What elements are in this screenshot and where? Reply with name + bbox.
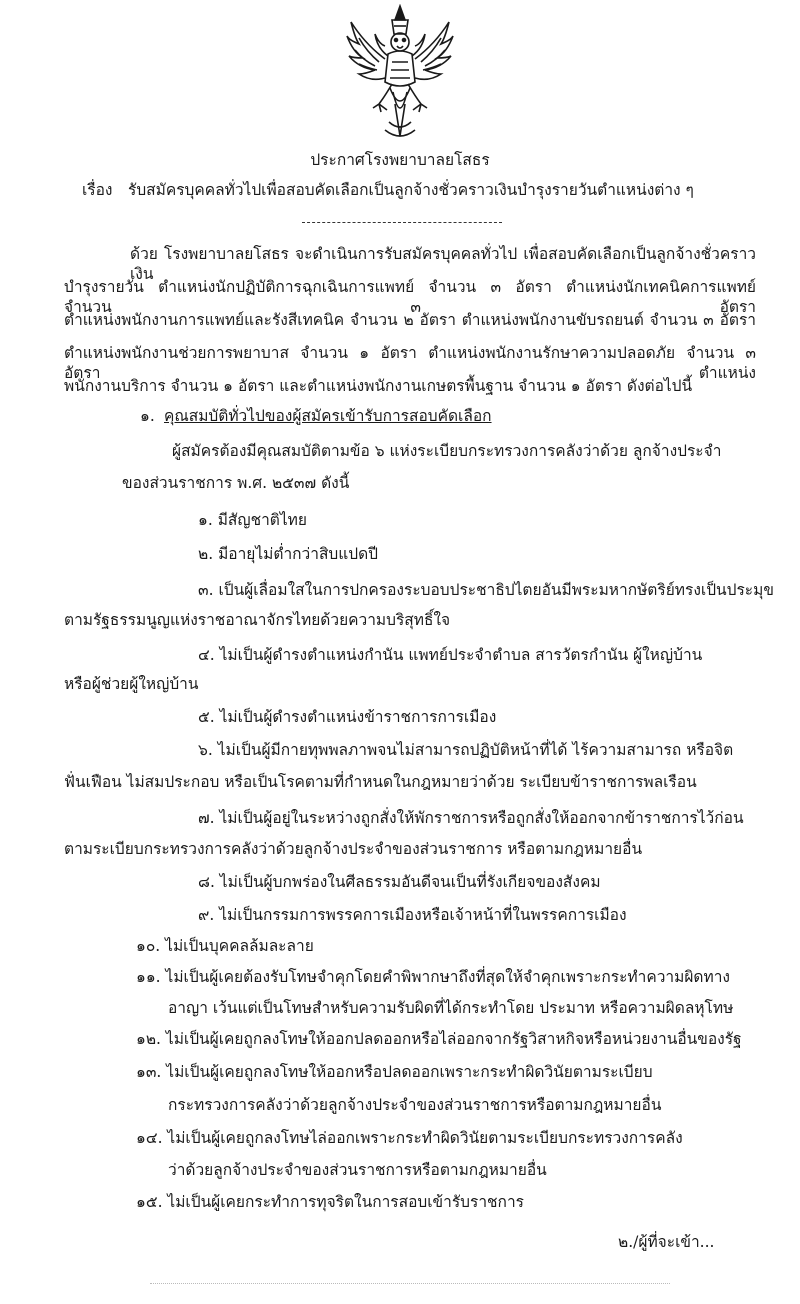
qualification-item-cont: อาญา เว้นแต่เป็นโทษสำหรับความรับผิดที่ได้กระทำโดย ประมาท หรือความผิดลหุโทษ bbox=[168, 999, 734, 1017]
section-lead: ผู้สมัครต้องมีคุณสมบัติตามข้อ ๖ แห่งระเบียบกระทรวงการคลังว่าด้วย ลูกจ้างประจำ bbox=[172, 442, 722, 460]
qualification-item-cont: ตามรัฐธรรมนูญแห่งราชอาณาจักรไทยด้วยความบริสุทธิ์ใจ bbox=[64, 611, 451, 629]
intro-line: พนักงานบริการ จำนวน ๑ อัตรา และตำแหน่งพนักงานเกษตรพื้นฐาน จำนวน ๑ อัตรา ดังต่อไปนี้ bbox=[64, 377, 693, 395]
subject-label: เรื่อง bbox=[82, 181, 113, 199]
qualification-item: ๑๕. ไม่เป็นผู้เคยกระทำการทุจริตในการสอบเข้ารับราชการ bbox=[136, 1193, 524, 1211]
qualification-item: ๔. ไม่เป็นผู้ดำรงตำแหน่งกำนัน แพทย์ประจำตำบล สารวัตรกำนัน ผู้ใหญ่บ้าน bbox=[198, 646, 703, 664]
garuda-emblem-icon bbox=[345, 4, 455, 144]
qualification-item-cont: หรือผู้ช่วยผู้ใหญ่บ้าน bbox=[64, 675, 199, 693]
qualification-item: ๓. เป็นผู้เลื่อมใสในการปกครองระบอบประชาธิปไตยอันมีพระมหากษัตริย์ทรงเป็นประมุข bbox=[198, 581, 774, 599]
qualification-item: ๖. ไม่เป็นผู้มีกายทุพพลภาพจนไม่สามารถปฏิบัติหน้าที่ได้ ไร้ความสามารถ หรือจิต bbox=[198, 741, 734, 759]
section-lead: ของส่วนราชการ พ.ศ. ๒๕๓๗ ดังนี้ bbox=[122, 474, 350, 492]
qualification-item: ๒. มีอายุไม่ต่ำกว่าสิบแปดปี bbox=[198, 545, 378, 563]
separator-line bbox=[302, 222, 502, 223]
intro-line: บำรุงรายวัน ตำแหน่งนักปฏิบัติการฉุกเฉินการแพทย์ จำนวน ๓ อัตรา ตำแหน่งนักเทคนิคการแพทย์ จำนวน ๓ อัตรา bbox=[64, 278, 756, 316]
qualification-item-cont: กระทรวงการคลังว่าด้วยลูกจ้างประจำของส่วนราชการหรือตามกฎหมายอื่น bbox=[168, 1096, 662, 1114]
announcement-title: ประกาศโรงพยาบาลยโสธร bbox=[310, 151, 490, 169]
qualification-item: ๘. ไม่เป็นผู้บกพร่องในศีลธรรมอันดีจนเป็นที่รังเกียจของสังคม bbox=[198, 873, 601, 891]
qualification-item: ๑๐. ไม่เป็นบุคคลล้มละลาย bbox=[136, 937, 314, 955]
section-number: ๑. bbox=[140, 407, 155, 425]
section-heading: คุณสมบัติทั่วไปของผู้สมัครเข้ารับการสอบคัดเลือก bbox=[164, 407, 492, 425]
qualification-item: ๙. ไม่เป็นกรรมการพรรคการเมืองหรือเจ้าหน้าที่ในพรรคการเมือง bbox=[198, 906, 627, 924]
qualification-item: ๑๔. ไม่เป็นผู้เคยถูกลงโทษไล่ออกเพราะกระทำผิดวินัยตามระเบียบกระทรวงการคลัง bbox=[136, 1129, 683, 1147]
scan-artifact bbox=[150, 1283, 670, 1285]
qualification-item: ๑๑. ไม่เป็นผู้เคยต้องรับโทษจำคุกโดยคำพิพากษาถึงที่สุดให้จำคุกเพราะกระทำความผิดทาง bbox=[136, 968, 730, 986]
intro-line: ตำแหน่งพนักงานการแพทย์และรังสีเทคนิค จำนวน ๒ อัตรา ตำแหน่งพนักงานขับรถยนต์ จำนวน ๓ อัตรา bbox=[64, 311, 756, 329]
qualification-item-cont: ตามระเบียบกระทรวงการคลังว่าด้วยลูกจ้างประจำของส่วนราชการ หรือตามกฎหมายอื่น bbox=[64, 840, 643, 858]
qualification-item: ๑. มีสัญชาติไทย bbox=[198, 511, 307, 529]
qualification-item: ๕. ไม่เป็นผู้ดำรงตำแหน่งข้าราชการการเมือง bbox=[198, 708, 497, 726]
qualification-item: ๑๒. ไม่เป็นผู้เคยถูกลงโทษให้ออกปลดออกหรือไล่ออกจากรัฐวิสาหกิจหรือหน่วยงานอื่นของรัฐ bbox=[136, 1030, 742, 1048]
intro-line: ด้วย โรงพยาบาลยโสธร จะดำเนินการรับสมัครบุคคลทั่วไป เพื่อสอบคัดเลือกเป็นลูกจ้างชั่วคราวเงิน bbox=[130, 245, 756, 283]
qualification-item: ๗. ไม่เป็นผู้อยู่ในระหว่างถูกสั่งให้พักราชการหรือถูกสั่งให้ออกจากข้าราชการไว้ก่อน bbox=[198, 809, 744, 827]
intro-line: ตำแหน่งพนักงานช่วยการพยาบาส จำนวน ๑ อัตรา ตำแหน่งพนักงานรักษาความปลอดภัย จำนวน ๓ อัตรา ตำแหน่ง bbox=[64, 344, 756, 382]
page-continuation: ๒./ผู้ที่จะเข้า... bbox=[618, 1233, 715, 1251]
qualification-item-cont: ว่าด้วยลูกจ้างประจำของส่วนราชการหรือตามกฎหมายอื่น bbox=[168, 1161, 547, 1179]
subject-text: รับสมัครบุคคลทั่วไปเพื่อสอบคัดเลือกเป็นลูกจ้างชั่วคราวเงินบำรุงรายวันตำแหน่งต่าง ๆ bbox=[128, 181, 694, 199]
qualification-item-cont: ฟั่นเฟือน ไม่สมประกอบ หรือเป็นโรคตามที่กำหนดในกฎหมายว่าด้วย ระเบียบข้าราชการพลเรือน bbox=[64, 773, 697, 791]
qualification-item: ๑๓. ไม่เป็นผู้เคยถูกลงโทษให้ออกหรือปลดออกเพราะกระทำผิดวินัยตามระเบียบ bbox=[136, 1063, 653, 1081]
